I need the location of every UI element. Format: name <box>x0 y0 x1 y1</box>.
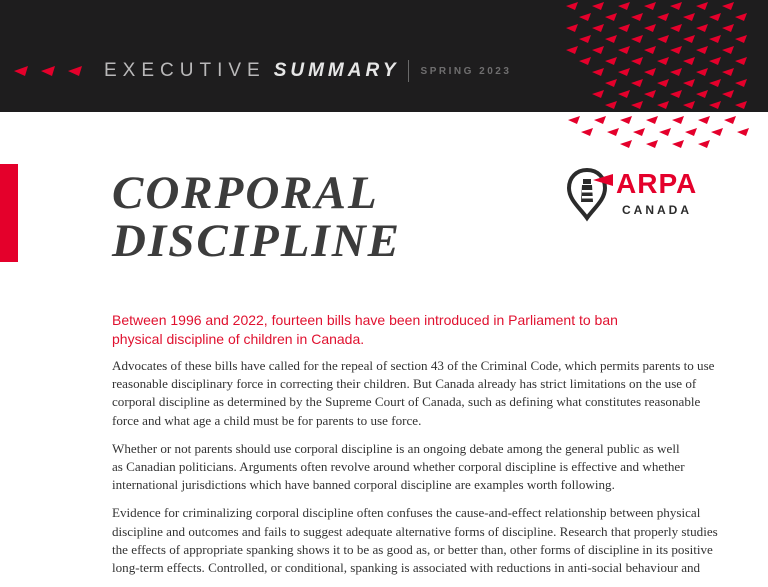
triangle-decoration <box>737 128 749 136</box>
triangle-decoration <box>592 2 604 10</box>
triangle-decoration <box>670 68 682 76</box>
triangle-decoration <box>592 46 604 54</box>
document-title-line-2: DISCIPLINE <box>112 215 402 267</box>
text-line: Evidence for criminalizing corporal discipline often confuses the cause-and-effect relationship between physical <box>112 505 701 521</box>
triangle-decoration <box>618 90 630 98</box>
triangle-decoration <box>594 116 606 124</box>
triangle-decoration <box>657 57 669 65</box>
triangle-decoration <box>605 79 617 87</box>
triangle-decoration <box>631 79 643 87</box>
triangle-decoration <box>646 116 658 124</box>
triangle-decoration <box>659 128 671 136</box>
triangle-decoration <box>592 68 604 76</box>
triangle-decoration <box>618 24 630 32</box>
triangle-decoration <box>566 46 578 54</box>
triangle-decoration <box>644 46 656 54</box>
triangle-decoration <box>683 13 695 21</box>
triangle-decoration <box>670 2 682 10</box>
triangle-decoration <box>670 24 682 32</box>
triangle-decoration <box>735 35 747 43</box>
triangle-decoration <box>735 13 747 21</box>
triangle-decoration <box>581 128 593 136</box>
triangle-decoration <box>722 2 734 10</box>
text-line: Advocates of these bills have called for the repeal of section 43 of the Criminal Code, which permits parents to use <box>112 358 715 373</box>
triangle-decoration <box>631 57 643 65</box>
triangle-decoration <box>672 116 684 124</box>
body-paragraph <box>112 504 718 577</box>
body-paragraph <box>112 440 685 495</box>
triangle-decoration <box>683 79 695 87</box>
text-line: international jurisdictions which have banned corporal discipline are examples worth following. <box>112 477 615 493</box>
triangle-decoration <box>722 90 734 98</box>
body-paragraph <box>112 357 715 430</box>
triangle-decoration <box>722 24 734 32</box>
triangle-decoration <box>644 68 656 76</box>
header-band <box>0 0 768 112</box>
triangle-decoration <box>607 128 619 136</box>
triangle-decoration <box>696 2 708 10</box>
text-line: as Canadian politicians. Arguments often revolve around whether corporal discipline is effective and whether <box>112 459 685 475</box>
triangle-decoration <box>735 57 747 65</box>
triangle-decoration <box>657 35 669 43</box>
triangle-decoration <box>566 2 578 10</box>
arrow-left-icon <box>14 66 28 76</box>
triangle-decoration <box>683 35 695 43</box>
header-divider <box>408 60 409 82</box>
triangle-pattern-decoration-lower <box>560 112 768 156</box>
header-label-emphasis: SUMMARY <box>273 60 400 81</box>
triangle-decoration <box>696 68 708 76</box>
arrow-left-icon <box>68 66 82 76</box>
triangle-decoration <box>566 24 578 32</box>
triangle-decoration <box>620 116 632 124</box>
triangle-decoration <box>683 101 695 109</box>
triangle-decoration <box>657 79 669 87</box>
triangle-decoration <box>735 101 747 109</box>
text-line: Whether or not parents should use corporal discipline is an ongoing debate among the general public as well <box>112 440 680 456</box>
header-arrows <box>14 66 82 76</box>
triangle-decoration <box>605 101 617 109</box>
document-title-line-1: CORPORAL <box>112 167 379 219</box>
triangle-decoration <box>644 24 656 32</box>
text-line: discipline and outcomes and fails to suggest adequate alternative forms of discipline. Research that properly studies <box>112 523 718 539</box>
triangle-decoration <box>709 35 721 43</box>
edition-season: SPRING 2023 <box>420 65 512 77</box>
triangle-decoration <box>631 35 643 43</box>
triangle-decoration <box>618 46 630 54</box>
triangle-decoration <box>631 13 643 21</box>
accent-bar <box>0 164 18 262</box>
arpa-canada-logo <box>566 166 716 222</box>
header-label: EXECUTIVE <box>104 60 266 81</box>
triangle-decoration <box>633 128 645 136</box>
triangle-decoration <box>709 101 721 109</box>
triangle-decoration <box>657 13 669 21</box>
triangle-decoration <box>696 24 708 32</box>
triangle-decoration <box>605 57 617 65</box>
triangle-decoration <box>735 79 747 87</box>
triangle-decoration <box>670 90 682 98</box>
triangle-decoration <box>722 46 734 54</box>
triangle-decoration <box>618 68 630 76</box>
arrow-left-icon <box>41 66 55 76</box>
text-line: long-term effects. Controlled, or conditional, spanking is associated with reductions in anti-social behaviour and <box>112 560 701 576</box>
triangle-decoration <box>644 2 656 10</box>
text-line: force and what age a child must be for parents to use force. <box>112 412 422 428</box>
triangle-decoration <box>620 140 632 148</box>
triangle-decoration <box>672 140 684 148</box>
triangle-decoration <box>696 90 708 98</box>
triangle-decoration <box>698 140 710 148</box>
triangle-decoration <box>685 128 697 136</box>
triangle-decoration <box>618 2 630 10</box>
text-line: reasonable disciplinary force in correcting their children. But Canada already has strict limitations on the use of <box>112 376 697 392</box>
triangle-decoration <box>709 57 721 65</box>
triangle-decoration <box>711 128 723 136</box>
triangle-decoration <box>579 57 591 65</box>
logo-wordmark: ARPA <box>616 168 698 199</box>
triangle-decoration <box>631 101 643 109</box>
triangle-decoration <box>709 79 721 87</box>
triangle-decoration <box>605 13 617 21</box>
triangle-decoration <box>709 13 721 21</box>
triangle-decoration <box>592 90 604 98</box>
triangle-decoration <box>592 24 604 32</box>
body-text <box>112 357 718 587</box>
text-line: corporal discipline as determined by the Supreme Court of Canada, such as defining what constitutes reasonable <box>112 394 701 410</box>
triangle-decoration <box>646 140 658 148</box>
text-line: the effects of appropriate spanking shows it to be as good as, or better than, other forms of discipline in its positive <box>112 541 713 557</box>
triangle-decoration <box>605 35 617 43</box>
lead-paragraph: Between 1996 and 2022, fourteen bills have been introduced in Parliament to ban physical discipline of children in Canada. <box>112 312 618 347</box>
header-row <box>14 58 511 84</box>
triangle-decoration <box>644 90 656 98</box>
triangle-decoration <box>724 116 736 124</box>
triangle-decoration <box>568 116 580 124</box>
triangle-decoration <box>696 46 708 54</box>
lighthouse-pin-icon <box>566 166 616 222</box>
triangle-decoration <box>657 101 669 109</box>
logo-subtitle: CANADA <box>622 203 692 217</box>
triangle-decoration <box>698 116 710 124</box>
triangle-decoration <box>670 46 682 54</box>
triangle-decoration <box>683 57 695 65</box>
triangle-decoration <box>579 13 591 21</box>
triangle-decoration <box>722 68 734 76</box>
triangle-decoration <box>579 35 591 43</box>
